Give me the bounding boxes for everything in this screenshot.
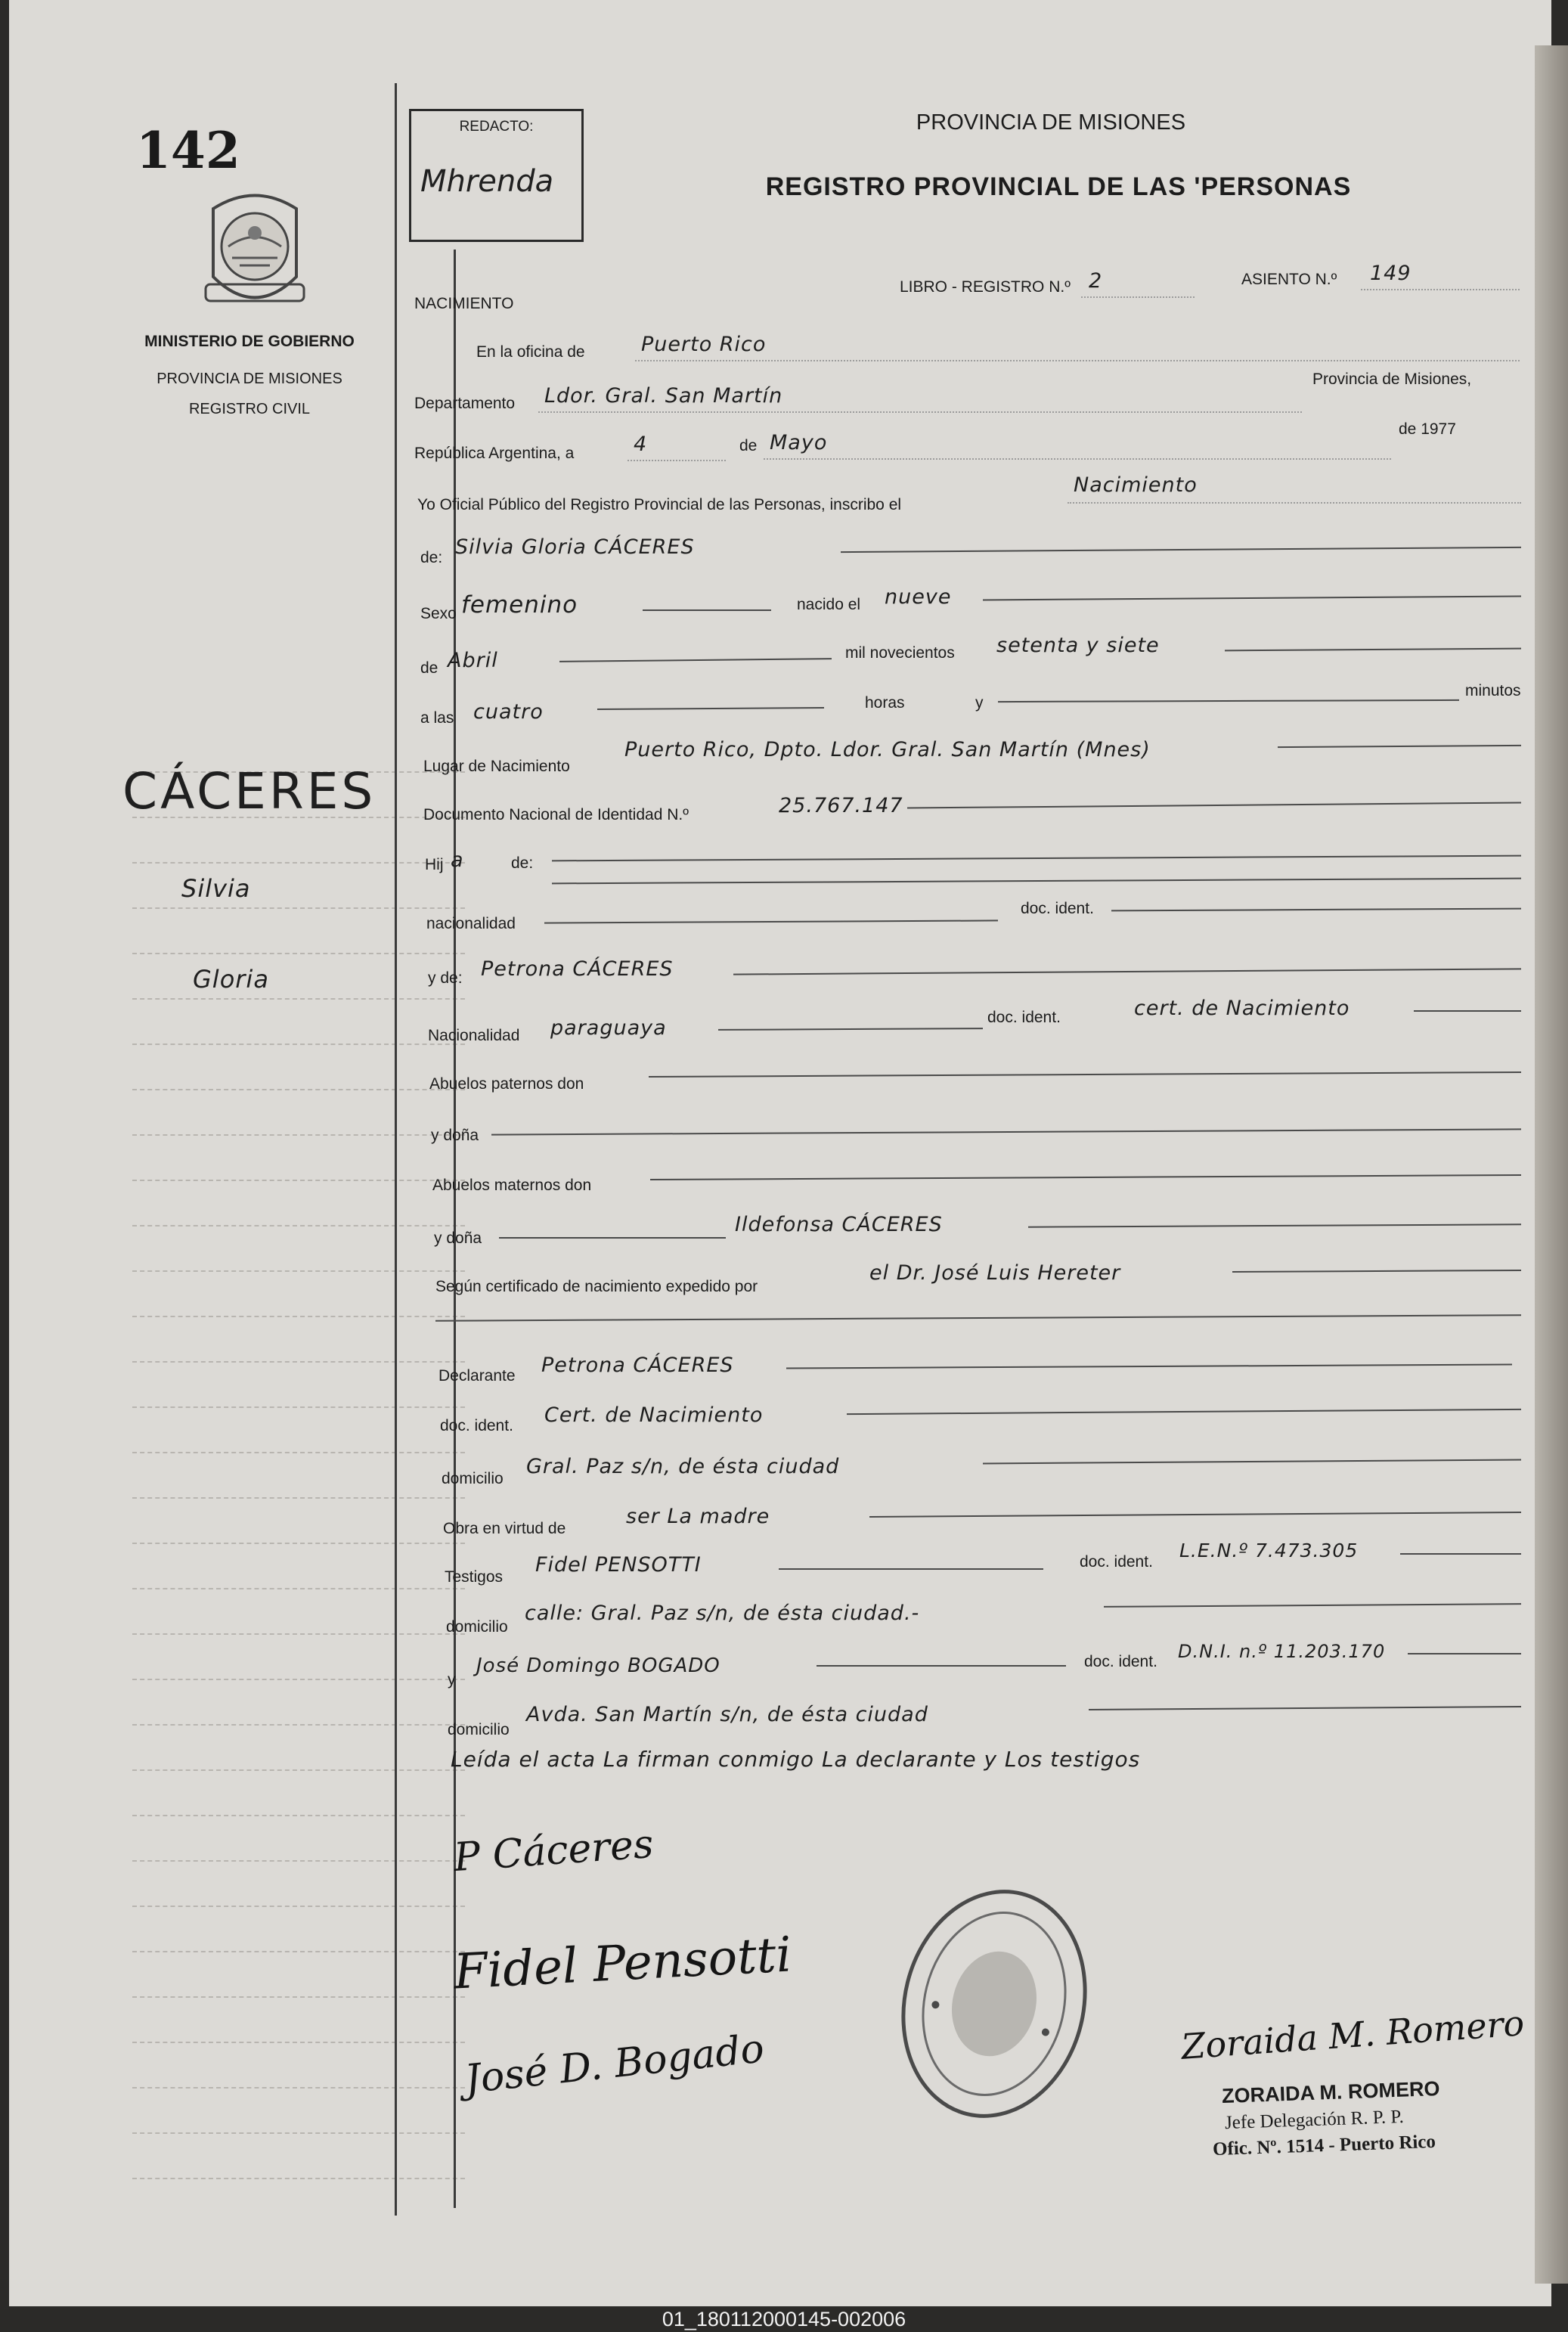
- oficina-label: En la oficina de: [476, 343, 585, 361]
- republica-label: República Argentina, a: [414, 445, 575, 462]
- doc-ident4-label: doc. ident.: [1080, 1553, 1153, 1571]
- asiento-dotline: [1361, 289, 1520, 290]
- anio-label: de 1977: [1399, 420, 1456, 438]
- province-label: PROVINCIA DE MISIONES: [156, 371, 342, 387]
- declarante-value: Petrona CÁCERES: [541, 1354, 734, 1377]
- hija-value: a: [451, 848, 464, 872]
- footer-filename: 01_180112000145-002006: [662, 2308, 906, 2330]
- y2-label: y: [448, 1671, 456, 1689]
- abuela-mat-value: Ildefonsa CÁCERES: [735, 1213, 943, 1236]
- hija-label: Hij: [425, 856, 444, 873]
- testigo1-line: [779, 1568, 1043, 1570]
- dia-value: 4: [634, 433, 648, 456]
- departamento-label: Departamento: [414, 395, 516, 412]
- mes-nac-value: Abril: [448, 649, 498, 672]
- coat-of-arms-seal: [198, 186, 311, 315]
- departamento-dotline: [538, 411, 1302, 413]
- page-edge: [1535, 45, 1568, 2284]
- domicilio3-label: domicilio: [448, 1721, 510, 1738]
- dia-dotline: [628, 460, 726, 461]
- lugar-value: Puerto Rico, Dpto. Ldor. Gral. San Martín (Mnes): [624, 738, 1151, 761]
- doc-ident2-line: [1414, 1010, 1521, 1012]
- horas-label: horas: [865, 694, 905, 712]
- oficial-label: Yo Oficial Público del Registro Provincial de las Personas, inscribo el: [417, 496, 902, 513]
- doc-ident3-label: doc. ident.: [440, 1417, 513, 1434]
- domicilio-value: Gral. Paz s/n, de ésta ciudad: [526, 1455, 840, 1478]
- domicilio-label: domicilio: [442, 1470, 504, 1487]
- y-dona2-label: y doña: [434, 1230, 482, 1247]
- domicilio3-value: Avda. San Martín s/n, de ésta ciudad: [526, 1703, 928, 1726]
- dni-value: 25.767.147: [779, 794, 903, 817]
- mil-value: setenta y siete: [996, 634, 1160, 657]
- margin-surname: CÁCERES: [122, 762, 377, 820]
- doc-ident2-label: doc. ident.: [987, 1009, 1061, 1026]
- libro-label: LIBRO - REGISTRO N.º: [900, 278, 1071, 296]
- testigo2-line: [817, 1665, 1066, 1667]
- de-mes-label: de: [420, 659, 438, 677]
- a-las-label: a las: [420, 709, 454, 727]
- mes-dotline: [764, 458, 1391, 460]
- header-province: PROVINCIA DE MISIONES: [916, 110, 1186, 135]
- signature-testigo2: José D. Bogado: [462, 2026, 767, 2103]
- redacto-box: [409, 109, 584, 242]
- mil-label: mil novecientos: [845, 644, 955, 662]
- oficial-dotline: [1068, 502, 1521, 504]
- redacto-signature: Mhrenda: [420, 164, 554, 199]
- doc-ident5-value: D.N.I. n.º 11.203.170: [1178, 1641, 1386, 1662]
- departamento-value: Ldor. Gral. San Martín: [544, 384, 783, 408]
- obra-label: Obra en virtud de: [443, 1520, 566, 1537]
- libro-dotline: [1081, 296, 1195, 298]
- lugar-label: Lugar de Nacimiento: [423, 758, 570, 775]
- mes-value: Mayo: [770, 431, 828, 454]
- officer-role: Jefe Delegación R. P. P.: [1224, 2106, 1405, 2134]
- abuelos-mat-label: Abuelos maternos don: [432, 1177, 592, 1194]
- nacionalidad2-label: Nacionalidad: [428, 1027, 520, 1044]
- vertical-rule-left: [395, 83, 397, 2216]
- dni-label: Documento Nacional de Identidad N.º: [423, 806, 689, 823]
- registry-stamp: [869, 1856, 1119, 2151]
- margin-second-name: Gloria: [193, 965, 269, 994]
- segun-label: Según certificado de nacimiento expedido por: [435, 1278, 758, 1295]
- nacionalidad-label: nacionalidad: [426, 915, 516, 932]
- ministry-label: MINISTERIO DE GOBIERNO: [144, 333, 355, 350]
- nacido-label: nacido el: [797, 596, 861, 613]
- nacido-value: nueve: [885, 585, 952, 609]
- abuelos-pat-label: Abuelos paternos don: [429, 1075, 584, 1093]
- officer-office: Ofic. Nº. 1514 - Puerto Rico: [1212, 2131, 1436, 2160]
- asiento-label: ASIENTO N.º: [1241, 271, 1337, 288]
- sexo-line: [643, 609, 771, 611]
- oficina-dotline: [635, 360, 1520, 361]
- civil-registry-label: REGISTRO CIVIL: [188, 401, 311, 417]
- libro-value: 2: [1089, 269, 1103, 293]
- oficina-value: Puerto Rico: [641, 333, 767, 356]
- obra-value: ser La madre: [626, 1505, 770, 1528]
- officer-name: ZORAIDA M. ROMERO: [1221, 2076, 1440, 2108]
- y-label: y: [975, 694, 984, 712]
- hija-de-label: de:: [511, 854, 534, 872]
- asiento-value: 149: [1370, 262, 1412, 285]
- doc-ident4-value: L.E.N.º 7.473.305: [1179, 1540, 1359, 1561]
- persona-value: Silvia Gloria CÁCERES: [455, 535, 695, 559]
- domicilio2-value: calle: Gral. Paz s/n, de ésta ciudad.-: [525, 1602, 920, 1625]
- doc-ident5-line: [1408, 1653, 1521, 1654]
- testigo1-value: Fidel PENSOTTI: [535, 1553, 702, 1577]
- provincia-label: Provincia de Misiones,: [1312, 371, 1472, 388]
- oficial-value: Nacimiento: [1074, 473, 1198, 497]
- header-title: REGISTRO PROVINCIAL DE LAS 'PERSONAS: [765, 172, 1352, 201]
- signature-declarante: P Cáceres: [452, 1821, 655, 1881]
- testigo2-value: José Domingo BOGADO: [476, 1654, 720, 1677]
- madre-value: Petrona CÁCERES: [481, 957, 674, 981]
- doc-ident3-value: Cert. de Nacimiento: [544, 1403, 764, 1427]
- doc-ident5-label: doc. ident.: [1084, 1653, 1157, 1670]
- leida-value: Leída el acta La firman conmigo La declarante y Los testigos: [451, 1747, 1141, 1772]
- de-persona-label: de:: [420, 549, 443, 566]
- sexo-value: femenino: [461, 591, 578, 619]
- hora-value: cuatro: [473, 700, 544, 724]
- domicilio2-label: domicilio: [446, 1618, 508, 1636]
- redacto-label: REDACTO:: [459, 119, 534, 135]
- signature-testigo1: Fidel Pensotti: [452, 1927, 793, 2001]
- doc-ident-label: doc. ident.: [1021, 900, 1094, 917]
- abuela-mat-line-a: [499, 1237, 726, 1239]
- declarante-label: Declarante: [438, 1367, 516, 1385]
- margin-first-name: Silvia: [181, 874, 251, 903]
- minutos-label: minutos: [1465, 682, 1521, 699]
- section-label: NACIMIENTO: [414, 295, 514, 312]
- signature-oficial: Zoraida M. Romero: [1179, 2002, 1526, 2067]
- testigos-label: Testigos: [445, 1568, 504, 1586]
- nacionalidad2-value: paraguaya: [550, 1016, 667, 1040]
- doc-ident2-value: cert. de Nacimiento: [1134, 997, 1350, 1020]
- y-de-label: y de:: [428, 969, 463, 987]
- folio-number: 142: [136, 121, 240, 180]
- y-dona-label: y doña: [431, 1127, 479, 1144]
- sexo-label: Sexo: [420, 605, 457, 622]
- doc-ident4-line: [1400, 1553, 1521, 1555]
- de-label: de: [739, 437, 758, 454]
- segun-value: el Dr. José Luis Hereter: [869, 1261, 1121, 1285]
